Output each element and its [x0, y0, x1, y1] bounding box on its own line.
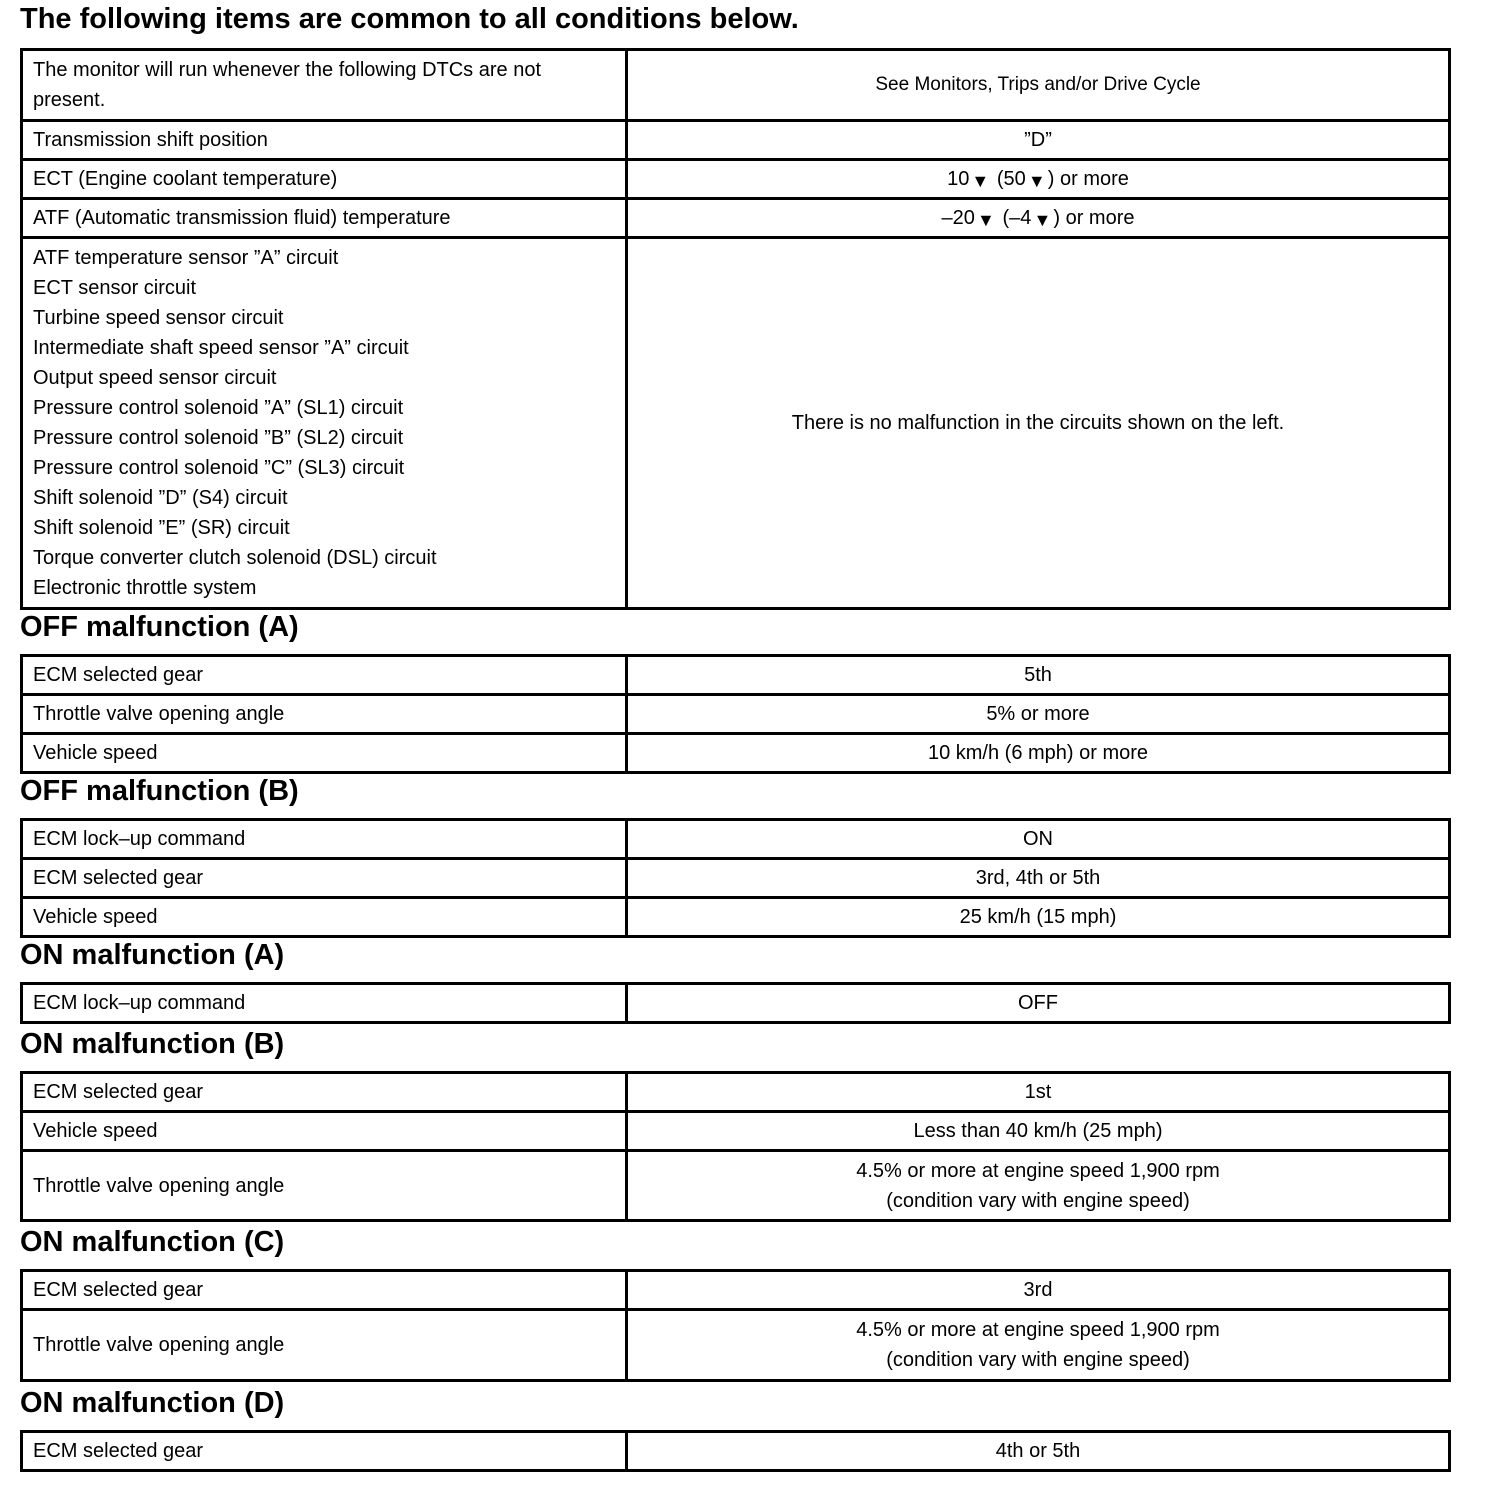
table-row — [22, 820, 1450, 859]
on-malfunction-a-table — [20, 982, 1451, 1024]
condition-label: ECM selected gear — [22, 1271, 627, 1310]
value-text: ) or more — [1053, 207, 1135, 229]
value-text: ) or more — [1047, 168, 1129, 190]
condition-value: See Monitors, Trips and/or Drive Cycle — [627, 50, 1450, 121]
circuit-item: Electronic throttle system — [33, 577, 257, 599]
condition-label: ECM lock–up command — [22, 984, 627, 1023]
condition-label: Vehicle speed — [22, 734, 627, 773]
condition-value: 1st — [627, 1073, 1450, 1112]
circuits-value: There is no malfunction in the circuits shown on the left. — [627, 238, 1450, 609]
condition-value: 25 km/h (15 mph) — [627, 898, 1450, 937]
condition-value: ”D” — [627, 121, 1450, 160]
on-malfunction-b-title: ON malfunction (B) — [20, 1028, 285, 1060]
condition-label: Transmission shift position — [22, 121, 627, 160]
circuit-item: ATF temperature sensor ”A” circuit — [33, 247, 339, 269]
condition-value: OFF — [627, 984, 1450, 1023]
on-malfunction-c-title: ON malfunction (C) — [20, 1226, 285, 1258]
value-line: (condition vary with engine speed) — [886, 1189, 1190, 1212]
condition-value: Less than 40 km/h (25 mph) — [627, 1112, 1450, 1151]
table-row — [22, 859, 1450, 898]
condition-label: Throttle valve opening angle — [22, 695, 627, 734]
condition-label: ECT (Engine coolant temperature) — [22, 160, 627, 199]
degree-symbol-glyph: ▼ — [976, 210, 995, 230]
condition-value: ON — [627, 820, 1450, 859]
degree-symbol-glyph: ▼ — [971, 171, 990, 191]
value-text: (50 — [991, 168, 1026, 190]
condition-label: ECM selected gear — [22, 656, 627, 695]
condition-label: Throttle valve opening angle — [22, 1151, 627, 1221]
circuit-item: ECT sensor circuit — [33, 277, 197, 299]
table-row — [22, 1112, 1450, 1151]
circuit-item: Pressure control solenoid ”A” (SL1) circuit — [33, 397, 404, 419]
on-malfunction-c-table — [20, 1269, 1451, 1382]
table-row — [22, 199, 1450, 238]
condition-label: ATF (Automatic transmission fluid) temperature — [22, 199, 627, 238]
condition-value — [627, 199, 1450, 238]
condition-value: 3rd — [627, 1271, 1450, 1310]
table-row — [22, 1151, 1450, 1221]
off-malfunction-a-table — [20, 654, 1451, 774]
table-row — [22, 1271, 1450, 1310]
condition-label: ECM selected gear — [22, 859, 627, 898]
circuit-item: Turbine speed sensor circuit — [33, 307, 284, 329]
table-row — [22, 656, 1450, 695]
condition-label: ECM selected gear — [22, 1432, 627, 1471]
on-malfunction-b-table — [20, 1071, 1451, 1222]
condition-label: Vehicle speed — [22, 1112, 627, 1151]
common-conditions-title: The following items are common to all conditions below. — [20, 3, 799, 35]
condition-label: ECM selected gear — [22, 1073, 627, 1112]
degree-symbol-glyph: ▼ — [1033, 210, 1052, 230]
off-malfunction-b-title: OFF malfunction (B) — [20, 775, 299, 807]
off-malfunction-b-table — [20, 818, 1451, 938]
common-conditions-table — [20, 48, 1451, 610]
table-row — [22, 1073, 1450, 1112]
circuit-item: Shift solenoid ”E” (SR) circuit — [33, 517, 290, 539]
condition-label: The monitor will run whenever the following DTCs are not present. — [22, 50, 627, 121]
circuit-item: Pressure control solenoid ”C” (SL3) circuit — [33, 457, 405, 479]
table-row — [22, 1432, 1450, 1471]
table-row — [22, 50, 1450, 121]
circuit-item: Output speed sensor circuit — [33, 367, 277, 389]
table-row — [22, 898, 1450, 937]
circuit-list — [22, 238, 627, 609]
condition-label: ECM lock–up command — [22, 820, 627, 859]
circuit-item: Shift solenoid ”D” (S4) circuit — [33, 487, 288, 509]
table-row — [22, 734, 1450, 773]
condition-value — [627, 1151, 1450, 1221]
condition-value: 5% or more — [627, 695, 1450, 734]
condition-value: 4th or 5th — [627, 1432, 1450, 1471]
table-row — [22, 984, 1450, 1023]
value-text: 10 — [947, 168, 970, 190]
table-row — [22, 238, 1450, 609]
on-malfunction-d-title: ON malfunction (D) — [20, 1387, 285, 1419]
circuit-item: Intermediate shaft speed sensor ”A” circuit — [33, 337, 409, 359]
condition-value: 3rd, 4th or 5th — [627, 859, 1450, 898]
degree-symbol-glyph: ▼ — [1027, 171, 1046, 191]
condition-label: Vehicle speed — [22, 898, 627, 937]
circuit-item: Torque converter clutch solenoid (DSL) circuit — [33, 547, 437, 569]
table-row — [22, 160, 1450, 199]
value-line: (condition vary with engine speed) — [886, 1349, 1190, 1371]
value-line: 4.5% or more at engine speed 1,900 rpm — [856, 1319, 1220, 1341]
table-row — [22, 1310, 1450, 1381]
value-text: (–4 — [996, 207, 1032, 229]
table-row — [22, 121, 1450, 160]
circuit-item: Pressure control solenoid ”B” (SL2) circuit — [33, 427, 404, 449]
value-text: –20 — [941, 207, 975, 229]
value-line: 4.5% or more at engine speed 1,900 rpm — [856, 1159, 1220, 1182]
condition-value — [627, 1310, 1450, 1381]
condition-value — [627, 160, 1450, 199]
condition-label: Throttle valve opening angle — [22, 1310, 627, 1381]
condition-value: 10 km/h (6 mph) or more — [627, 734, 1450, 773]
table-row — [22, 695, 1450, 734]
on-malfunction-a-title: ON malfunction (A) — [20, 939, 285, 971]
on-malfunction-d-table — [20, 1430, 1451, 1472]
off-malfunction-a-title: OFF malfunction (A) — [20, 611, 299, 643]
condition-value: 5th — [627, 656, 1450, 695]
